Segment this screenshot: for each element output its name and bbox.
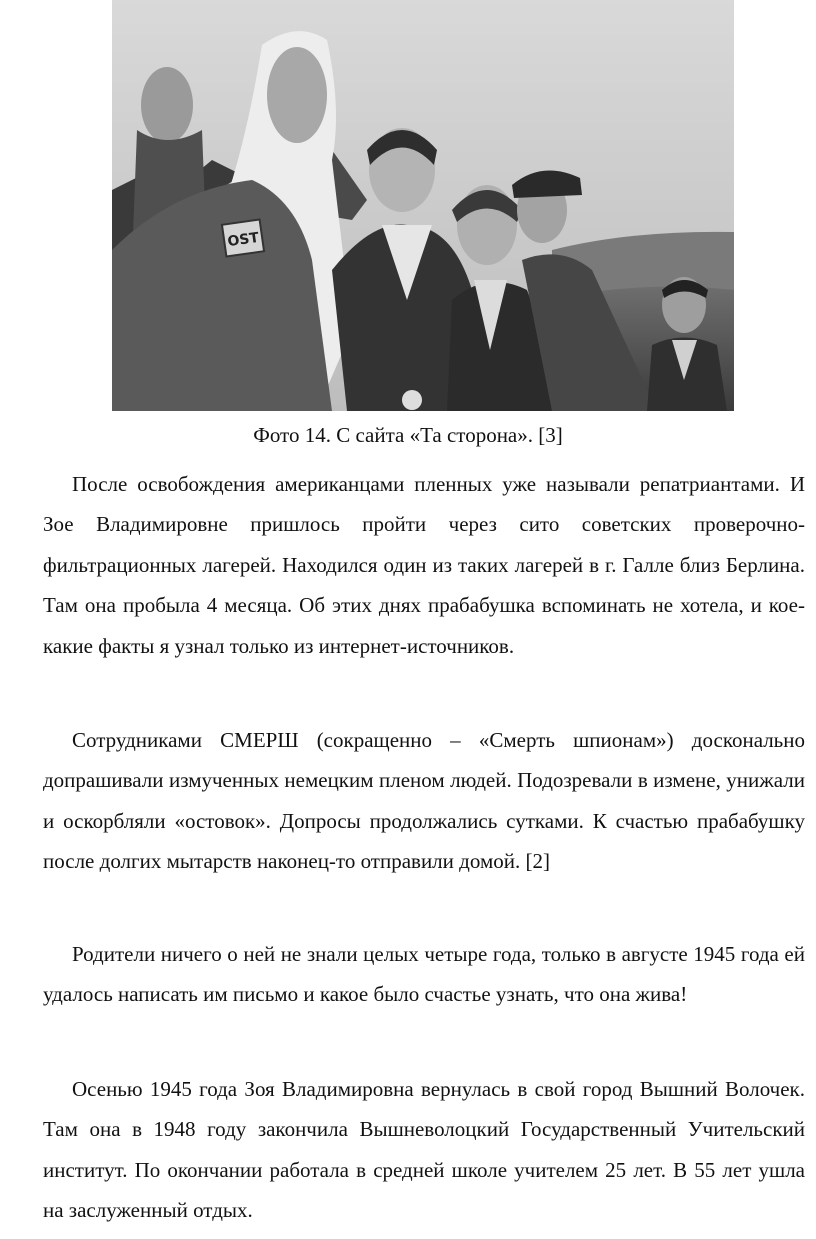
historical-photo [112,0,734,411]
woman-face [267,47,327,143]
background-woman-head [141,67,193,143]
paragraph-parents: Родители ничего о ней не знали целых четыре года, только в августе 1945 года ей удалось написать им письмо и какое было счастье узнать, что она жива! [43,942,805,1007]
ost-badge-text: OST [226,229,261,251]
paragraph-return-home: Осенью 1945 года Зоя Владимировна вернулась в свой город Вышний Волочек. Там она в 1948 году закончила Вышневолоцкий Государственный Учительский институт. По окончании работала в средней школе учителем 25 лет. В 55 лет ушла на заслуженный отдых. [43,1077,805,1223]
paragraph-smersh: Сотрудниками СМЕРШ (сокращенно – «Смерть шпионам») досконально допрашивали измученных немецким пленом людей. Подозревали в измене, унижали и оскорбляли «остовок». Допросы продолжались сутками. К счастью прабабушку после долгих мытарств наконец-то отправили домой. [2] [43,728,805,874]
photo-caption: Фото 14. С сайта «Та сторона». [3] [253,423,563,447]
paragraph-repatriation: После освобождения американцами пленных уже называли репатриантами. И Зое Владимировне пришлось пройти через сито советских проверочно-фильтрационных лагерей. Находился один из таких лагерей в г. Галле близ Берлина. Там она пробыла 4 месяца. Об этих днях прабабушка вспоминать не хотела, и кое-какие факты я узнал только из интернет-источников. [43,472,805,658]
photo-illustration [112,0,734,411]
flowers [402,390,422,410]
